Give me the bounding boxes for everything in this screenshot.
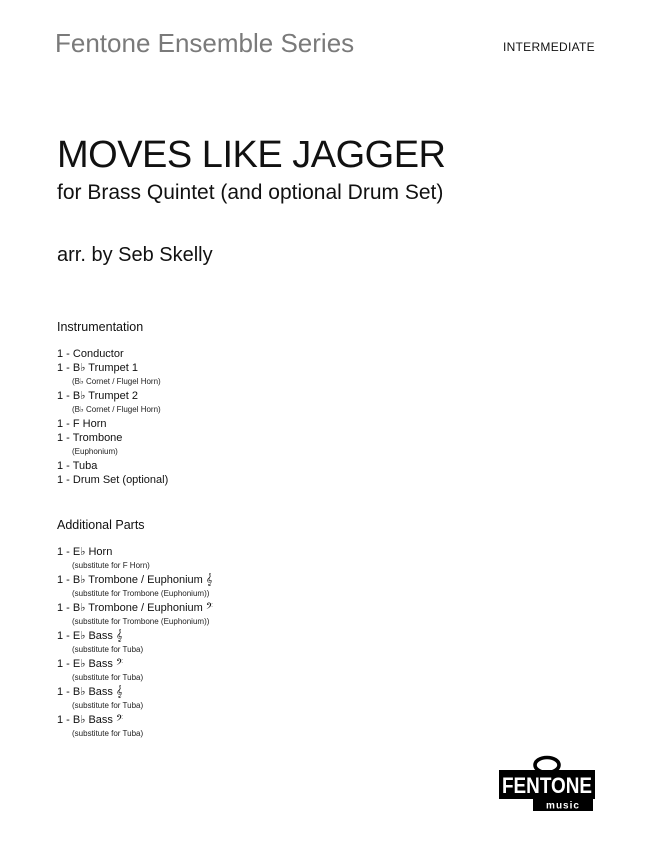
part-entry: 1 - Trombone [57,432,123,444]
part-entry: 1 - Tuba [57,460,98,472]
part-entry: 1 - E♭ Bass 𝄢 [57,658,124,670]
logo-wordmark: FENTONE [502,773,592,798]
difficulty-level: INTERMEDIATE [502,40,595,54]
part-note: (Euphonium) [72,447,118,456]
instrumentation-list [57,347,168,487]
part-note: (B♭ Cornet / Flugel Horn) [72,405,161,414]
part-entry: 1 - B♭ Trumpet 1 [57,362,138,374]
part-entry: 1 - B♭ Trombone / Euphonium 𝄢 [57,602,213,614]
logo-subtext: music [546,800,580,812]
part-entry: 1 - B♭ Trumpet 2 [57,390,138,402]
part-entry: 1 - E♭ Horn [57,546,113,558]
part-note: (substitute for Tuba) [72,701,144,710]
series-name: Fentone Ensemble Series [55,28,355,58]
arranger-credit: arr. by Seb Skelly [57,244,213,266]
part-note: (substitute for Tuba) [72,645,144,654]
part-note: (substitute for F Horn) [72,561,150,570]
part-note: (B♭ Cornet / Flugel Horn) [72,377,161,386]
part-note: (substitute for Trombone (Euphonium)) [72,589,210,598]
part-entry: 1 - B♭ Trombone / Euphonium 𝄞 [57,574,213,586]
piece-title: MOVES LIKE JAGGER [57,134,446,176]
part-note: (substitute for Tuba) [72,729,144,738]
instrumentation-heading: Instrumentation [57,320,144,334]
part-entry: 1 - Conductor [57,348,124,360]
piece-subtitle: for Brass Quintet (and optional Drum Set) [57,181,444,204]
part-entry: 1 - Drum Set (optional) [57,474,169,486]
part-entry: 1 - E♭ Bass 𝄞 [57,630,123,642]
part-entry: 1 - B♭ Bass 𝄞 [57,686,123,698]
fentone-music-logo [497,755,597,813]
part-note: (substitute for Tuba) [72,673,144,682]
additional-parts-list [57,545,213,741]
additional-parts-heading: Additional Parts [57,518,145,532]
part-entry: 1 - B♭ Bass 𝄢 [57,714,124,726]
part-note: (substitute for Trombone (Euphonium)) [72,617,210,626]
part-entry: 1 - F Horn [57,418,107,430]
